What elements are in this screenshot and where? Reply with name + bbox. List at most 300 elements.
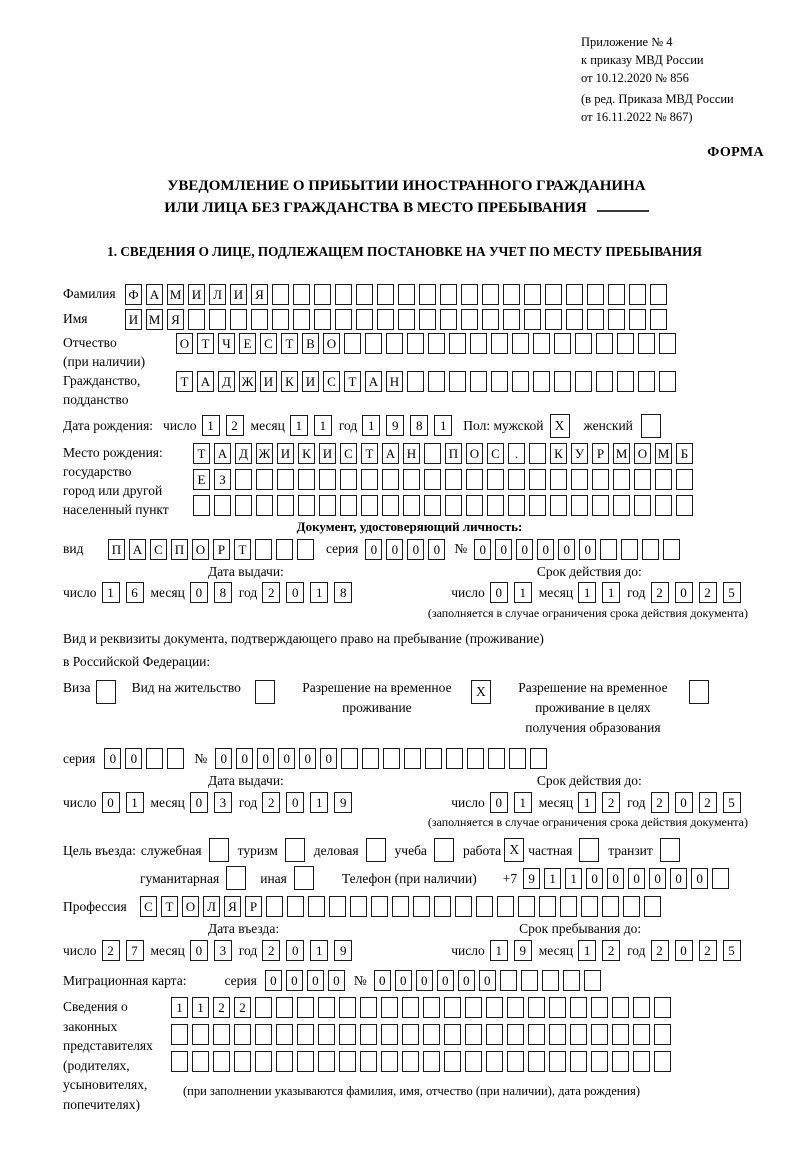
char-cell: [235, 495, 252, 516]
surname-cells: [125, 284, 667, 305]
char-cell: 1: [202, 415, 220, 436]
char-cell: 0: [474, 539, 491, 560]
char-cell: [663, 539, 680, 560]
char-cell: [297, 1024, 314, 1045]
char-cell: 9: [523, 868, 540, 889]
char-cell: [512, 333, 529, 354]
char-cell: [612, 1024, 629, 1045]
phone-label: Телефон (при наличии): [341, 870, 477, 886]
doc-dates-row: [63, 580, 766, 606]
char-cell: [676, 469, 693, 490]
char-cell: 1: [102, 582, 120, 603]
month-label: месяц: [150, 584, 185, 600]
month-label: месяц: [150, 942, 185, 958]
staydoc-option-temp-residence-education: [507, 678, 709, 739]
char-cell: [655, 495, 672, 516]
char-cell: 0: [490, 582, 508, 603]
staydoc-series-row: [63, 748, 766, 769]
char-cell: [542, 970, 559, 991]
birthplace-cells-row1: [193, 443, 693, 464]
birthplace-row: [63, 443, 766, 519]
char-cell: Т: [193, 443, 210, 464]
annex-edit-note-line: (в ред. Приказа МВД России: [581, 92, 734, 107]
identity-doc-heading: Документ, удостоверяющий личность:: [296, 518, 523, 534]
patronymic-label: Отчество (при наличии): [63, 334, 146, 369]
char-cell: И: [319, 443, 336, 464]
firstname-cells: [125, 309, 667, 330]
char-cell: [570, 1051, 587, 1072]
char-cell: С: [487, 443, 504, 464]
char-cell: Е: [193, 469, 210, 490]
representatives-cells-row1: [171, 997, 671, 1018]
char-cell: [340, 469, 357, 490]
char-cell: [566, 284, 583, 305]
char-cell: [529, 469, 546, 490]
entry-year-cells: [262, 940, 352, 961]
title-line1: УВЕДОМЛЕНИЕ О ПРИБЫТИИ ИНОСТРАННОГО ГРАЖДАНИНА: [167, 177, 646, 194]
char-cell: [360, 997, 377, 1018]
char-cell: [255, 997, 272, 1018]
char-cell: Т: [176, 371, 193, 392]
char-cell: [392, 896, 409, 917]
char-cell: И: [260, 371, 277, 392]
birth-month-cells: [290, 415, 332, 436]
sex-female-checkbox: [641, 414, 661, 438]
char-cell: [529, 495, 546, 516]
char-cell: [339, 1024, 356, 1045]
staydoc-issue-year-cells: [262, 792, 352, 813]
char-cell: [213, 1051, 230, 1072]
char-cell: А: [197, 371, 214, 392]
char-cell: [528, 1024, 545, 1045]
char-cell: [419, 284, 436, 305]
staydoc-issue-month-cells: [190, 792, 232, 813]
char-cell: 0: [428, 539, 445, 560]
entry-dates-headers: [63, 921, 766, 937]
char-cell: [491, 371, 508, 392]
purpose-transit-checkbox: [660, 838, 680, 862]
purpose-row2: [63, 866, 766, 890]
doc-series-cells: [365, 539, 445, 560]
char-cell: 0: [320, 748, 337, 769]
char-cell: [521, 970, 538, 991]
char-cell: Д: [235, 443, 252, 464]
char-cell: З: [214, 469, 231, 490]
char-cell: [591, 1024, 608, 1045]
birth-day-cells: [202, 415, 244, 436]
char-cell: [293, 284, 310, 305]
purpose-study: учеба: [395, 838, 454, 862]
temp-residence-checkbox: X: [471, 680, 491, 704]
char-cell: 0: [495, 539, 512, 560]
char-cell: [570, 997, 587, 1018]
representatives-cells-row3: [171, 1051, 671, 1072]
birthplace-cells-block: [193, 443, 693, 516]
char-cell: Б: [676, 443, 693, 464]
char-cell: 0: [286, 582, 304, 603]
char-cell: [423, 1051, 440, 1072]
year-label: год: [338, 417, 358, 433]
profession-cells: [140, 896, 661, 917]
char-cell: [255, 1024, 272, 1045]
entry-date-header: Дата въезда:: [208, 921, 280, 937]
char-cell: Ж: [256, 443, 273, 464]
char-cell: А: [214, 443, 231, 464]
char-cell: Т: [281, 333, 298, 354]
temp-residence-label: Разрешение на временное проживание: [302, 679, 452, 715]
purpose-humanitarian: гуманитарная: [140, 866, 246, 890]
month-label: месяц: [150, 794, 185, 810]
doc-number-cells: [474, 539, 680, 560]
migcard-series-cells: [265, 970, 345, 991]
month-label: месяц: [538, 794, 574, 810]
char-cell: 1: [362, 415, 380, 436]
migcard-number-cells: [374, 970, 601, 991]
char-cell: 2: [699, 582, 717, 603]
char-cell: 0: [104, 748, 121, 769]
char-cell: [528, 997, 545, 1018]
staydoc-expiry-year-cells: [651, 792, 741, 813]
char-cell: Л: [203, 896, 220, 917]
char-cell: [482, 309, 499, 330]
char-cell: [360, 1024, 377, 1045]
char-cell: [600, 539, 617, 560]
char-cell: [361, 495, 378, 516]
char-cell: 1: [578, 582, 596, 603]
char-cell: 1: [578, 940, 596, 961]
char-cell: [440, 309, 457, 330]
char-cell: [623, 896, 640, 917]
migcard-series-label: серия: [224, 973, 257, 989]
char-cell: [508, 495, 525, 516]
char-cell: 0: [395, 970, 412, 991]
char-cell: 1: [514, 582, 532, 603]
char-cell: [423, 1024, 440, 1045]
staydoc-expiry-date: [451, 792, 747, 813]
char-cell: [642, 539, 659, 560]
purpose-humanitarian-checkbox: [226, 866, 246, 890]
char-cell: [476, 896, 493, 917]
char-cell: 0: [365, 539, 382, 560]
doc-expiry-date: [451, 582, 747, 603]
char-cell: [340, 495, 357, 516]
char-cell: Т: [161, 896, 178, 917]
year-label: год: [238, 584, 258, 600]
char-cell: 5: [723, 792, 741, 813]
staydoc-option-temp-residence: [293, 678, 491, 719]
citizenship-label: Гражданство, подданство: [63, 372, 141, 407]
char-cell: [524, 284, 541, 305]
char-cell: [193, 495, 210, 516]
char-cell: [171, 1024, 188, 1045]
purpose-official: служебная: [141, 838, 229, 862]
char-cell: 0: [286, 970, 303, 991]
char-cell: [612, 997, 629, 1018]
char-cell: 2: [651, 582, 669, 603]
title-line2: ИЛИ ЛИЦА БЕЗ ГРАЖДАНСТВА В МЕСТО ПРЕБЫВАНИЯ: [47, 197, 766, 220]
char-cell: [497, 896, 514, 917]
char-cell: [402, 1051, 419, 1072]
char-cell: 1: [434, 415, 452, 436]
char-cell: [213, 1024, 230, 1045]
char-cell: [381, 997, 398, 1018]
char-cell: [466, 495, 483, 516]
char-cell: Ж: [239, 371, 256, 392]
char-cell: [329, 896, 346, 917]
staydoc-series-label: серия: [63, 751, 96, 767]
char-cell: [461, 284, 478, 305]
char-cell: 0: [479, 970, 496, 991]
char-cell: 0: [190, 940, 208, 961]
char-cell: [712, 868, 729, 889]
char-cell: 0: [490, 792, 508, 813]
char-cell: О: [182, 896, 199, 917]
char-cell: [612, 1051, 629, 1072]
char-cell: Ч: [218, 333, 235, 354]
char-cell: [403, 469, 420, 490]
purpose-other: иная: [260, 866, 314, 890]
stay-day-cells: [490, 940, 532, 961]
char-cell: [486, 1024, 503, 1045]
char-cell: Я: [251, 284, 268, 305]
char-cell: [407, 371, 424, 392]
char-cell: 2: [234, 997, 251, 1018]
char-cell: [644, 896, 661, 917]
char-cell: Н: [403, 443, 420, 464]
char-cell: [377, 284, 394, 305]
char-cell: [272, 309, 289, 330]
char-cell: [413, 896, 430, 917]
purpose-private-checkbox: [579, 838, 599, 862]
char-cell: [361, 469, 378, 490]
birthplace-cells-row2: [193, 469, 693, 490]
char-cell: [633, 1024, 650, 1045]
char-cell: 0: [675, 940, 693, 961]
char-cell: .: [508, 443, 525, 464]
char-cell: [465, 997, 482, 1018]
char-cell: 0: [691, 868, 708, 889]
char-cell: [507, 997, 524, 1018]
char-cell: [449, 333, 466, 354]
temp-residence-education-checkbox: [689, 680, 709, 704]
char-cell: [356, 309, 373, 330]
month-label: месяц: [250, 417, 285, 433]
staydoc-number-label: №: [194, 751, 208, 767]
identity-doc-row: [63, 539, 766, 560]
char-cell: 1: [490, 940, 508, 961]
char-cell: 1: [565, 868, 582, 889]
char-cell: [362, 748, 379, 769]
char-cell: М: [146, 309, 163, 330]
title-blank-line: [597, 197, 649, 212]
char-cell: [298, 495, 315, 516]
char-cell: [424, 495, 441, 516]
char-cell: 9: [514, 940, 532, 961]
char-cell: Р: [245, 896, 262, 917]
char-cell: [613, 469, 630, 490]
purpose-transit: транзит: [608, 838, 680, 862]
char-cell: [287, 896, 304, 917]
char-cell: 0: [607, 868, 624, 889]
stay-until-header: Срок пребывания до:: [519, 921, 642, 937]
char-cell: [339, 997, 356, 1018]
char-cell: [344, 333, 361, 354]
char-cell: [449, 371, 466, 392]
char-cell: [276, 997, 293, 1018]
char-cell: Е: [239, 333, 256, 354]
char-cell: [491, 333, 508, 354]
purpose-label: Цель въезда:: [63, 842, 136, 858]
char-cell: 1: [314, 415, 332, 436]
entry-dates-row: [63, 937, 766, 963]
doc-issue-date: [63, 582, 359, 603]
char-cell: [486, 997, 503, 1018]
char-cell: [507, 1024, 524, 1045]
char-cell: [256, 469, 273, 490]
char-cell: [424, 443, 441, 464]
char-cell: [512, 371, 529, 392]
char-cell: [591, 997, 608, 1018]
char-cell: [549, 997, 566, 1018]
char-cell: М: [613, 443, 630, 464]
day-label: число: [451, 942, 485, 958]
migration-card-label: Миграционная карта:: [63, 973, 187, 989]
char-cell: 0: [670, 868, 687, 889]
char-cell: [371, 896, 388, 917]
char-cell: [365, 333, 382, 354]
staydoc-series-cells: [104, 748, 184, 769]
patronymic-cells: [176, 333, 676, 354]
char-cell: Н: [386, 371, 403, 392]
char-cell: [509, 748, 526, 769]
char-cell: 0: [286, 792, 304, 813]
char-cell: [230, 309, 247, 330]
char-cell: [500, 970, 517, 991]
char-cell: [638, 333, 655, 354]
day-label: число: [63, 942, 97, 958]
year-label: год: [627, 794, 646, 810]
char-cell: [638, 371, 655, 392]
char-cell: [382, 469, 399, 490]
char-cell: М: [655, 443, 672, 464]
char-cell: [554, 333, 571, 354]
char-cell: [549, 1051, 566, 1072]
annex-line: от 10.12.2020 № 856: [581, 70, 689, 85]
char-cell: Я: [224, 896, 241, 917]
char-cell: Т: [234, 539, 251, 560]
char-cell: [383, 748, 400, 769]
char-cell: 1: [514, 792, 532, 813]
char-cell: [277, 469, 294, 490]
firstname-label: Имя: [63, 311, 88, 327]
char-cell: 0: [190, 792, 208, 813]
char-cell: [209, 309, 226, 330]
char-cell: И: [125, 309, 142, 330]
char-cell: [584, 970, 601, 991]
char-cell: [341, 748, 358, 769]
char-cell: 0: [407, 539, 424, 560]
char-cell: [428, 371, 445, 392]
char-cell: [528, 1051, 545, 1072]
doc-expiry-month-cells: [578, 582, 620, 603]
char-cell: [596, 333, 613, 354]
char-cell: [402, 1024, 419, 1045]
char-cell: [633, 997, 650, 1018]
char-cell: [655, 469, 672, 490]
char-cell: [350, 896, 367, 917]
char-cell: [524, 309, 541, 330]
char-cell: 6: [126, 582, 144, 603]
char-cell: 5: [723, 582, 741, 603]
char-cell: 0: [125, 748, 142, 769]
stay-month-cells: [578, 940, 620, 961]
char-cell: 1: [171, 997, 188, 1018]
char-cell: [424, 469, 441, 490]
char-cell: [276, 539, 293, 560]
char-cell: [482, 284, 499, 305]
char-cell: [554, 371, 571, 392]
char-cell: П: [171, 539, 188, 560]
char-cell: [507, 1051, 524, 1072]
month-label: месяц: [538, 584, 574, 600]
char-cell: 0: [516, 539, 533, 560]
char-cell: [634, 495, 651, 516]
purpose-business: деловая: [314, 838, 386, 862]
char-cell: [339, 1051, 356, 1072]
char-cell: [592, 495, 609, 516]
day-label: число: [63, 794, 97, 810]
annex-line: Приложение № 4: [581, 35, 673, 49]
char-cell: [255, 1051, 272, 1072]
char-cell: [445, 495, 462, 516]
char-cell: [382, 495, 399, 516]
purpose-other-checkbox: [294, 866, 314, 890]
staydoc-issue-header: Дата выдачи:: [208, 773, 284, 789]
staydoc-issue-date: [63, 792, 359, 813]
char-cell: [487, 469, 504, 490]
char-cell: 2: [102, 940, 120, 961]
doc-number-label: №: [454, 541, 468, 557]
char-cell: [503, 309, 520, 330]
char-cell: [654, 1051, 671, 1072]
char-cell: 0: [374, 970, 391, 991]
char-cell: [575, 333, 592, 354]
char-cell: 0: [628, 868, 645, 889]
doc-dates-headers: [63, 564, 766, 580]
char-cell: [570, 1024, 587, 1045]
char-cell: 8: [214, 582, 232, 603]
visa-label: Виза: [63, 679, 91, 695]
char-cell: А: [365, 371, 382, 392]
char-cell: [571, 469, 588, 490]
char-cell: К: [550, 443, 567, 464]
char-cell: П: [108, 539, 125, 560]
char-cell: [256, 495, 273, 516]
staydoc-options-row: [63, 678, 766, 739]
staydoc-option-residence-permit: [132, 678, 275, 704]
char-cell: [377, 309, 394, 330]
char-cell: 1: [290, 415, 308, 436]
char-cell: [621, 539, 638, 560]
char-cell: Р: [592, 443, 609, 464]
surname-label: Фамилия: [63, 286, 116, 302]
annex-edit-note-line: от 16.11.2022 № 867): [581, 110, 693, 124]
staydoc-number-cells: [215, 748, 547, 769]
annex-line: к приказу МВД России: [581, 52, 704, 67]
char-cell: 0: [675, 792, 693, 813]
char-cell: [461, 309, 478, 330]
char-cell: [596, 371, 613, 392]
